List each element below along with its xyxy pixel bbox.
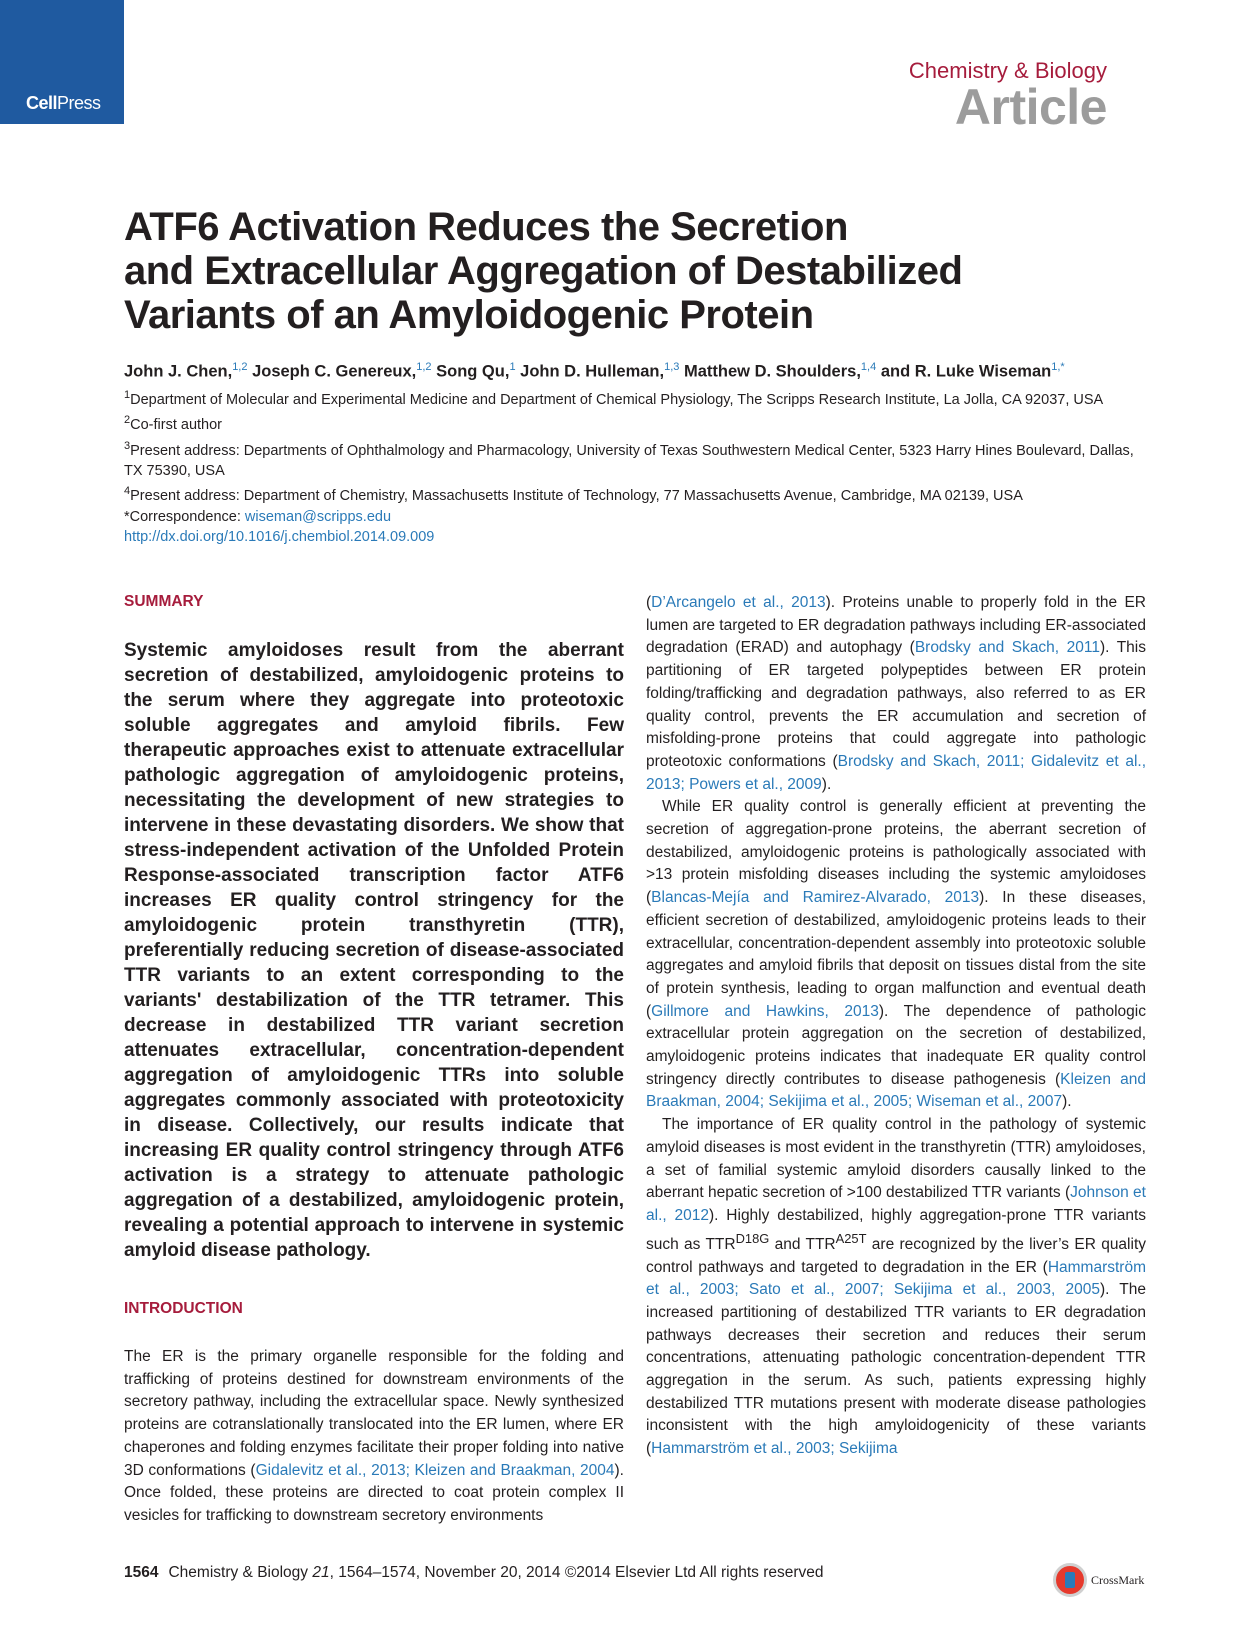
summary-text: Systemic amyloidoses result from the aberrant secretion of destabilized, amyloidogenic proteins to the serum where they aggregate into proteotoxic soluble aggregates and amyloid fibrils. Few therapeutic approaches exist to attenuate extracellular pathologic aggregation of amyloidogenic proteins, necessitating the development of new strategies to intervene in these devastating disorders. We show that stress-independent activation of the Unfolded Protein Response-associated transcription factor ATF6 increases ER quality control stringency for the amyloidogenic protein transthyretin (TTR), preferentially reducing secretion of disease-associated TTR variants to an extent corresponding to the variants' destabilization of the TTR tetramer. This decrease in destabilized TTR variant secretion attenuates extracellular, concentration-dependent aggregation of amyloidogenic TTRs into soluble aggregates commonly associated with proteotoxicity in disease. Collectively, our results indicate that increasing ER quality control stringency through ATF6 activation is a strategy to attenuate pathologic aggregation of a destabilized, amyloidogenic protein, revealing a potential approach to intervene in systemic amyloid disease pathology. bbox=[124, 640, 624, 1261]
affiliation-text: Present address: Departments of Ophthalmology and Pharmacology, University of Texas Southwestern Medical Center, 5323 Harry Hines Boulevard, Dallas, TX 75390, USA bbox=[124, 442, 1134, 479]
citation-link[interactable]: Brodsky and Skach, 2011 bbox=[914, 639, 1100, 657]
logo-text bbox=[26, 93, 101, 114]
right-column bbox=[646, 592, 1146, 1461]
text-run: ). bbox=[1062, 1093, 1072, 1111]
text-run: ). The dependence of pathologic extracellular protein aggregation on the secretion of destabilized, amyloidogenic proteins indicates that inadequate ER quality control stringency directly contributes to disease pathogenesis ( bbox=[646, 1002, 1146, 1088]
paragraph bbox=[646, 796, 1146, 1114]
affiliation bbox=[124, 385, 1144, 410]
citation-link[interactable]: Gidalevitz et al., 2013; Kleizen and Braakman, 2004 bbox=[255, 1461, 615, 1479]
citation-link[interactable]: Kleizen and Braakman, 2004; Sekijima et al., 2005; Wiseman et al., 2007 bbox=[646, 1070, 1146, 1111]
logo-press: Press bbox=[57, 93, 101, 113]
author-affil: 1,4 bbox=[860, 361, 877, 373]
citation-link[interactable]: Gillmore and Hawkins, 2013 bbox=[651, 1002, 879, 1020]
title-line: ATF6 Activation Reduces the Secretion bbox=[124, 205, 848, 249]
author-affil: 1,3 bbox=[664, 361, 680, 373]
affiliation bbox=[124, 481, 1144, 506]
affiliation-number: 3 bbox=[124, 439, 131, 452]
author-name: Joseph C. Genereux, bbox=[252, 362, 417, 381]
footer-journal: Chemistry & Biology bbox=[168, 1564, 313, 1581]
author-affil: 1,* bbox=[1051, 361, 1065, 373]
footer-rest: , 1564–1574, November 20, 2014 ©2014 Elsevier Ltd All rights reserved bbox=[329, 1564, 824, 1581]
correspondence-label: *Correspondence: bbox=[124, 508, 245, 525]
superscript: A25T bbox=[835, 1230, 867, 1246]
cellpress-logo bbox=[0, 0, 124, 124]
author-list bbox=[124, 361, 1144, 382]
affiliation-text: Co-first author bbox=[130, 417, 222, 434]
intro-paragraph-1 bbox=[124, 1346, 624, 1528]
text-run: ). Highly destabilized, highly aggregation-prone TTR variants such as TTR bbox=[646, 1206, 1147, 1253]
affiliation bbox=[124, 436, 1144, 482]
affiliation-number: 1 bbox=[124, 389, 131, 401]
correspondence-email-link[interactable]: wiseman@scripps.edu bbox=[244, 508, 392, 525]
citation-link[interactable]: Johnson et al., 2012 bbox=[646, 1184, 1146, 1224]
doi bbox=[124, 527, 1144, 548]
crossmark-label: CrossMark bbox=[1091, 1573, 1145, 1587]
text-run: ). Once folded, these proteins are directed to coat protein complex II vesicles for trafficking to downstream secretory environments bbox=[124, 1461, 624, 1524]
citation-link[interactable]: Blancas-Mejía and Ramirez-Alvarado, 2013 bbox=[651, 889, 980, 907]
affiliation bbox=[124, 410, 1144, 435]
author-name: Matthew D. Shoulders, bbox=[683, 362, 861, 381]
correspondence bbox=[124, 507, 1144, 528]
text-run: ). In these diseases, efficient secretion of destabilized, amyloidogenic proteins leads to their extracellular, concentration-dependent assembly into proteotoxic soluble aggregates and amyloid fibrils that deposit on tissues distal from the site of protein synthesis, leading to organ malfunction and eventual death ( bbox=[646, 889, 1146, 1020]
footer-volume: 21 bbox=[312, 1564, 330, 1581]
author-affil: 1,2 bbox=[232, 361, 248, 373]
text-run: ). bbox=[821, 775, 832, 793]
text-run: ( bbox=[646, 594, 652, 611]
paragraph bbox=[646, 592, 1146, 796]
affiliation-number: 4 bbox=[124, 485, 131, 498]
citation-link[interactable]: D’Arcangelo et al., 2013 bbox=[651, 594, 826, 611]
text-run: The importance of ER quality control in the pathology of systemic amyloid diseases is most evident in the transthyretin (TTR) amyloidoses, a set of familial systemic amyloid disorders causally linked to the aberrant hepatic secretion of >100 destabilized TTR variants ( bbox=[646, 1116, 1146, 1202]
affiliation-number: 2 bbox=[124, 414, 131, 427]
article-type: Article bbox=[954, 79, 1107, 135]
paragraph bbox=[646, 1114, 1146, 1461]
affiliation-text: Present address: Department of Chemistry, Massachusetts Institute of Technology, 77 Massachusetts Avenue, Cambridge, MA 02139, USA bbox=[130, 488, 1023, 505]
introduction-heading: INTRODUCTION bbox=[124, 1300, 243, 1317]
author-name: John J. Chen, bbox=[124, 362, 233, 381]
title-line: Variants of an Amyloidogenic Protein bbox=[124, 293, 814, 337]
text-run: ). Proteins unable to properly fold in the ER lumen are targeted to ER degradation pathways including ER-associated degradation (ERAD) and autophagy ( bbox=[646, 594, 1146, 657]
crossmark-badge[interactable] bbox=[1053, 1563, 1145, 1601]
page-footer bbox=[124, 1564, 824, 1582]
text-run: are recognized by the liver’s ER quality control pathways and targeted to degradation in the ER ( bbox=[646, 1235, 1147, 1276]
crossmark-icon bbox=[1053, 1563, 1087, 1597]
title-line: and Extracellular Aggregation of Destabilized bbox=[124, 249, 963, 293]
summary-heading: SUMMARY bbox=[124, 593, 204, 610]
affiliations bbox=[124, 385, 1144, 548]
doi-link[interactable]: http://dx.doi.org/10.1016/j.chembiol.2014.09.009 bbox=[124, 529, 435, 546]
page-number: 1564 bbox=[124, 1564, 159, 1581]
crossmark-bookmark bbox=[1065, 1572, 1075, 1588]
text-run: While ER quality control is generally efficient at preventing the secretion of aggregation-prone proteins, the aberrant secretion of destabilized, amyloidogenic proteins is pathologically associated with >13 protein misfolding diseases including the systemic amyloidoses ( bbox=[646, 798, 1146, 907]
journal-name: Chemistry & Biology bbox=[908, 58, 1107, 83]
citation-link[interactable]: Brodsky and Skach, 2011; Gidalevitz et al., 2013; Powers et al., 2009 bbox=[646, 752, 1147, 793]
author-name: John D. Hulleman, bbox=[520, 362, 665, 381]
logo-cell: Cell bbox=[26, 93, 58, 113]
author-name: Song Qu, bbox=[436, 362, 510, 381]
paragraph bbox=[124, 1346, 624, 1528]
affiliation-text: Department of Molecular and Experimental Medicine and Department of Chemical Physiology, The Scripps Research Institute, La Jolla, CA 92037, USA bbox=[130, 391, 1104, 408]
superscript: D18G bbox=[735, 1230, 770, 1246]
citation-link[interactable]: Hammarström et al., 2003; Sekijima bbox=[651, 1440, 898, 1458]
text-run: ). This partitioning of ER targeted polypeptides between ER protein folding/trafficking and degradation pathways, also referred to as ER quality control, prevents the ER accumulation and secretion of misfolding-prone proteins that could aggregate into pathologic proteotoxic conformations ( bbox=[646, 639, 1146, 770]
text-run: ). The increased partitioning of destabilized TTR variants to ER degradation pathways decreases their secretion and reduces their serum concentrations, attenuating pathologic concentration-dependent TTR aggregation in the serum. As such, patients expressing highly destabilized TTR mutations present with moderate disease pathologies inconsistent with the high amyloidogenicity of these variants ( bbox=[646, 1281, 1146, 1458]
text-run: and TTR bbox=[769, 1235, 836, 1253]
article-title bbox=[124, 205, 1124, 337]
citation-link[interactable]: Hammarström et al., 2003; Sato et al., 2007; Sekijima et al., 2003, 2005 bbox=[646, 1258, 1146, 1299]
author-affil: 1 bbox=[509, 361, 516, 373]
author-name: and R. Luke Wiseman bbox=[880, 362, 1052, 381]
text-run: The ER is the primary organelle responsible for the folding and trafficking of proteins destined for downstream environments of the secretory pathway, including the extracellular space. Newly synthesized proteins are cotranslationally translocated into the ER lumen, where ER chaperones and folding enzymes facilitate their proper folding into native 3D conformations ( bbox=[124, 1348, 624, 1479]
author-affil: 1,2 bbox=[416, 361, 432, 373]
